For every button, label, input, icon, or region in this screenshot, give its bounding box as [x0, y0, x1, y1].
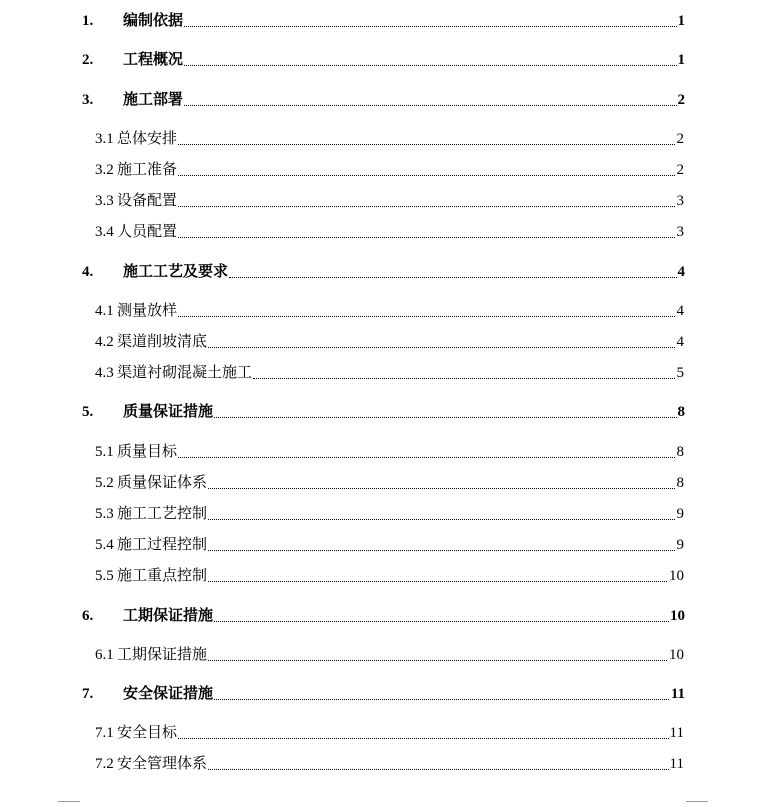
- toc-entry-title: 编制依据: [123, 10, 184, 32]
- toc-entry-title: 总体安排: [117, 128, 178, 150]
- toc-entry-1[interactable]: [0, 10, 781, 32]
- toc-entry-page: 11: [669, 722, 684, 744]
- toc-entry-5-3[interactable]: [0, 503, 781, 525]
- toc-entry-title: 施工工艺及要求: [123, 261, 229, 283]
- dot-leader: [229, 277, 681, 278]
- toc-entry-number: 1.: [82, 13, 94, 29]
- toc-entry-7-1[interactable]: [0, 722, 781, 744]
- toc-entry-2[interactable]: [0, 49, 781, 71]
- dot-leader: [178, 316, 681, 317]
- toc-entry-number: 7.2: [95, 756, 114, 772]
- dot-leader: [208, 488, 681, 489]
- toc-entry-number: 5.2: [95, 475, 114, 491]
- toc-entry-title: 工期保证措施: [123, 605, 214, 627]
- toc-entry-page: 9: [676, 534, 685, 556]
- dot-leader: [208, 660, 681, 661]
- dot-leader: [178, 144, 681, 145]
- toc-entry-7[interactable]: [0, 683, 781, 705]
- toc-entry-number: 7.1: [95, 725, 114, 741]
- toc-entry-number: 5.5: [95, 568, 114, 584]
- toc-entry-title: 质量目标: [117, 441, 178, 463]
- toc-entry-number: 4.3: [95, 365, 114, 381]
- toc-entry-7-2[interactable]: [0, 753, 781, 775]
- dot-leader: [208, 769, 681, 770]
- toc-entry-3[interactable]: [0, 89, 781, 111]
- toc-entry-page: 10: [668, 565, 684, 587]
- toc-entry-page: 10: [669, 605, 685, 627]
- toc-entry-number: 5.: [82, 404, 94, 420]
- dot-leader: [178, 738, 681, 739]
- dot-leader: [208, 347, 681, 348]
- toc-entry-number: 4.1: [95, 303, 114, 319]
- toc-entry-number: 3.1: [95, 131, 114, 147]
- toc-entry-5-1[interactable]: [0, 441, 781, 463]
- toc-entry-page: 2: [677, 89, 686, 111]
- toc-entry-title: 施工重点控制: [117, 565, 208, 587]
- page-corner-mark-right: [686, 801, 708, 802]
- toc-entry-5-4[interactable]: [0, 534, 781, 556]
- toc-entry-page: 3: [676, 190, 685, 212]
- dot-leader: [208, 550, 681, 551]
- toc-entry-5-5[interactable]: [0, 565, 781, 587]
- toc-entry-title: 质量保证措施: [123, 401, 214, 423]
- toc-entry-3-2[interactable]: [0, 159, 781, 181]
- toc-entry-page: 8: [677, 401, 686, 423]
- toc-entry-number: 6.1: [95, 647, 114, 663]
- dot-leader: [214, 699, 681, 700]
- toc-entry-4-3[interactable]: [0, 362, 781, 384]
- toc-entry-6-1[interactable]: [0, 644, 781, 666]
- toc-entry-page: 8: [676, 441, 685, 463]
- toc-entry-page: 9: [676, 503, 685, 525]
- toc-entry-page: 8: [676, 472, 685, 494]
- toc-entry-page: 2: [676, 128, 685, 150]
- toc-entry-title: 施工部署: [123, 89, 184, 111]
- toc-entry-title: 质量保证体系: [117, 472, 208, 494]
- toc-entry-page: 3: [676, 221, 685, 243]
- dot-leader: [184, 26, 681, 27]
- dot-leader: [178, 175, 681, 176]
- toc-entry-number: 4.: [82, 264, 94, 280]
- toc-entry-title: 施工过程控制: [117, 534, 208, 556]
- dot-leader: [214, 621, 681, 622]
- dot-leader: [253, 378, 681, 379]
- toc-entry-title: 安全管理体系: [117, 753, 208, 775]
- toc-entry-5[interactable]: [0, 401, 781, 423]
- dot-leader: [208, 581, 681, 582]
- toc-entry-title: 施工准备: [117, 159, 178, 181]
- toc-entry-3-3[interactable]: [0, 190, 781, 212]
- toc-entry-page: 4: [676, 331, 685, 353]
- toc-entry-title: 安全保证措施: [123, 683, 214, 705]
- dot-leader: [208, 519, 681, 520]
- toc-entry-4-2[interactable]: [0, 331, 781, 353]
- toc-entry-number: 2.: [82, 52, 94, 68]
- dot-leader: [178, 237, 681, 238]
- toc-entry-page: 11: [670, 683, 685, 705]
- toc-entry-number: 3.2: [95, 162, 114, 178]
- toc-entry-page: 11: [669, 753, 684, 775]
- dot-leader: [184, 105, 681, 106]
- toc-entry-page: 10: [668, 644, 684, 666]
- page-corner-mark-left: [58, 801, 80, 802]
- toc-entry-number: 4.2: [95, 334, 114, 350]
- toc-entry-number: 7.: [82, 686, 94, 702]
- toc-entry-number: 3.: [82, 92, 94, 108]
- dot-leader: [184, 65, 681, 66]
- toc-entry-5-2[interactable]: [0, 472, 781, 494]
- toc-entry-page: 5: [676, 362, 685, 384]
- toc-entry-number: 5.3: [95, 506, 114, 522]
- toc-entry-page: 1: [677, 49, 686, 71]
- toc-entry-4-1[interactable]: [0, 300, 781, 322]
- toc-entry-title: 测量放样: [117, 300, 178, 322]
- toc-entry-title: 设备配置: [117, 190, 178, 212]
- toc-entry-number: 5.4: [95, 537, 114, 553]
- toc-entry-number: 3.3: [95, 193, 114, 209]
- toc-entry-3-4[interactable]: [0, 221, 781, 243]
- toc-entry-title: 施工工艺控制: [117, 503, 208, 525]
- toc-entry-page: 4: [677, 261, 686, 283]
- toc-entry-page: 1: [677, 10, 686, 32]
- toc-entry-number: 3.4: [95, 224, 114, 240]
- toc-entry-number: 5.1: [95, 444, 114, 460]
- toc-entry-title: 人员配置: [117, 221, 178, 243]
- toc-entry-number: 6.: [82, 608, 94, 624]
- toc-entry-title: 渠道衬砌混凝土施工: [117, 362, 253, 384]
- toc-entry-page: 4: [676, 300, 685, 322]
- toc-entry-title: 工程概况: [123, 49, 184, 71]
- toc-entry-3-1[interactable]: [0, 128, 781, 150]
- toc-entry-page: 2: [676, 159, 685, 181]
- toc-entry-4[interactable]: [0, 261, 781, 283]
- dot-leader: [178, 457, 681, 458]
- toc-entry-6[interactable]: [0, 605, 781, 627]
- toc-entry-title: 渠道削坡清底: [117, 331, 208, 353]
- dot-leader: [178, 206, 681, 207]
- dot-leader: [214, 417, 681, 418]
- toc-entry-title: 安全目标: [117, 722, 178, 744]
- toc-entry-title: 工期保证措施: [117, 644, 208, 666]
